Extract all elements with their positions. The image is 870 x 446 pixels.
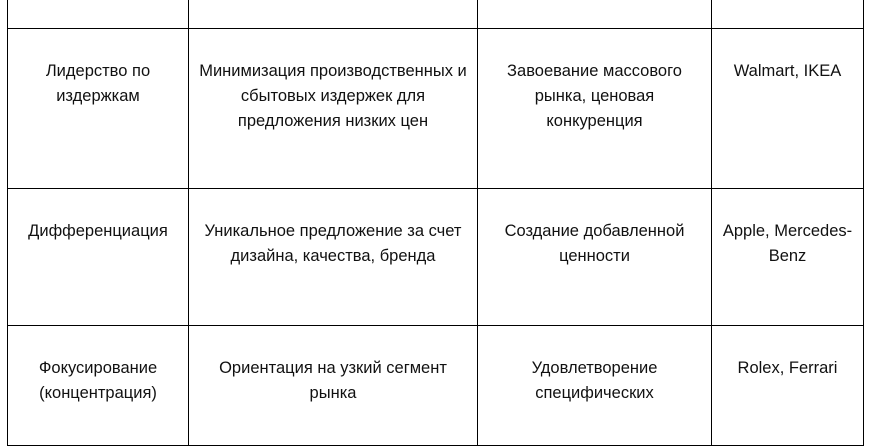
- examples-cell: Apple, Mercedes-Benz: [712, 189, 864, 326]
- essence-cell: Ориентация на узкий сегмент рынка: [189, 326, 478, 446]
- examples-cell: Walmart, IKEA: [712, 29, 864, 189]
- goal-cell: Завоевание массового рынка, ценовая конкуренция: [478, 29, 712, 189]
- strategy-cell: Дифференциация: [8, 189, 189, 326]
- table-row: [8, 189, 864, 326]
- table-cell: [189, 0, 478, 29]
- table-cell: [8, 0, 189, 29]
- table-row: [8, 29, 864, 189]
- goal-cell: Удовлетворение специфических: [478, 326, 712, 446]
- table-cell: [712, 0, 864, 29]
- table-row-partial: [8, 0, 864, 29]
- strategy-cell: Лидерство по издержкам: [8, 29, 189, 189]
- strategy-table: [7, 0, 864, 446]
- essence-cell: Минимизация производственных и сбытовых издержек для предложения низких цен: [189, 29, 478, 189]
- goal-cell: Создание добавленной ценности: [478, 189, 712, 326]
- essence-cell: Уникальное предложение за счет дизайна, качества, бренда: [189, 189, 478, 326]
- examples-cell: Rolex, Ferrari: [712, 326, 864, 446]
- strategy-cell: Фокусирование (концентрация): [8, 326, 189, 446]
- table-cell: [478, 0, 712, 29]
- table-row: [8, 326, 864, 446]
